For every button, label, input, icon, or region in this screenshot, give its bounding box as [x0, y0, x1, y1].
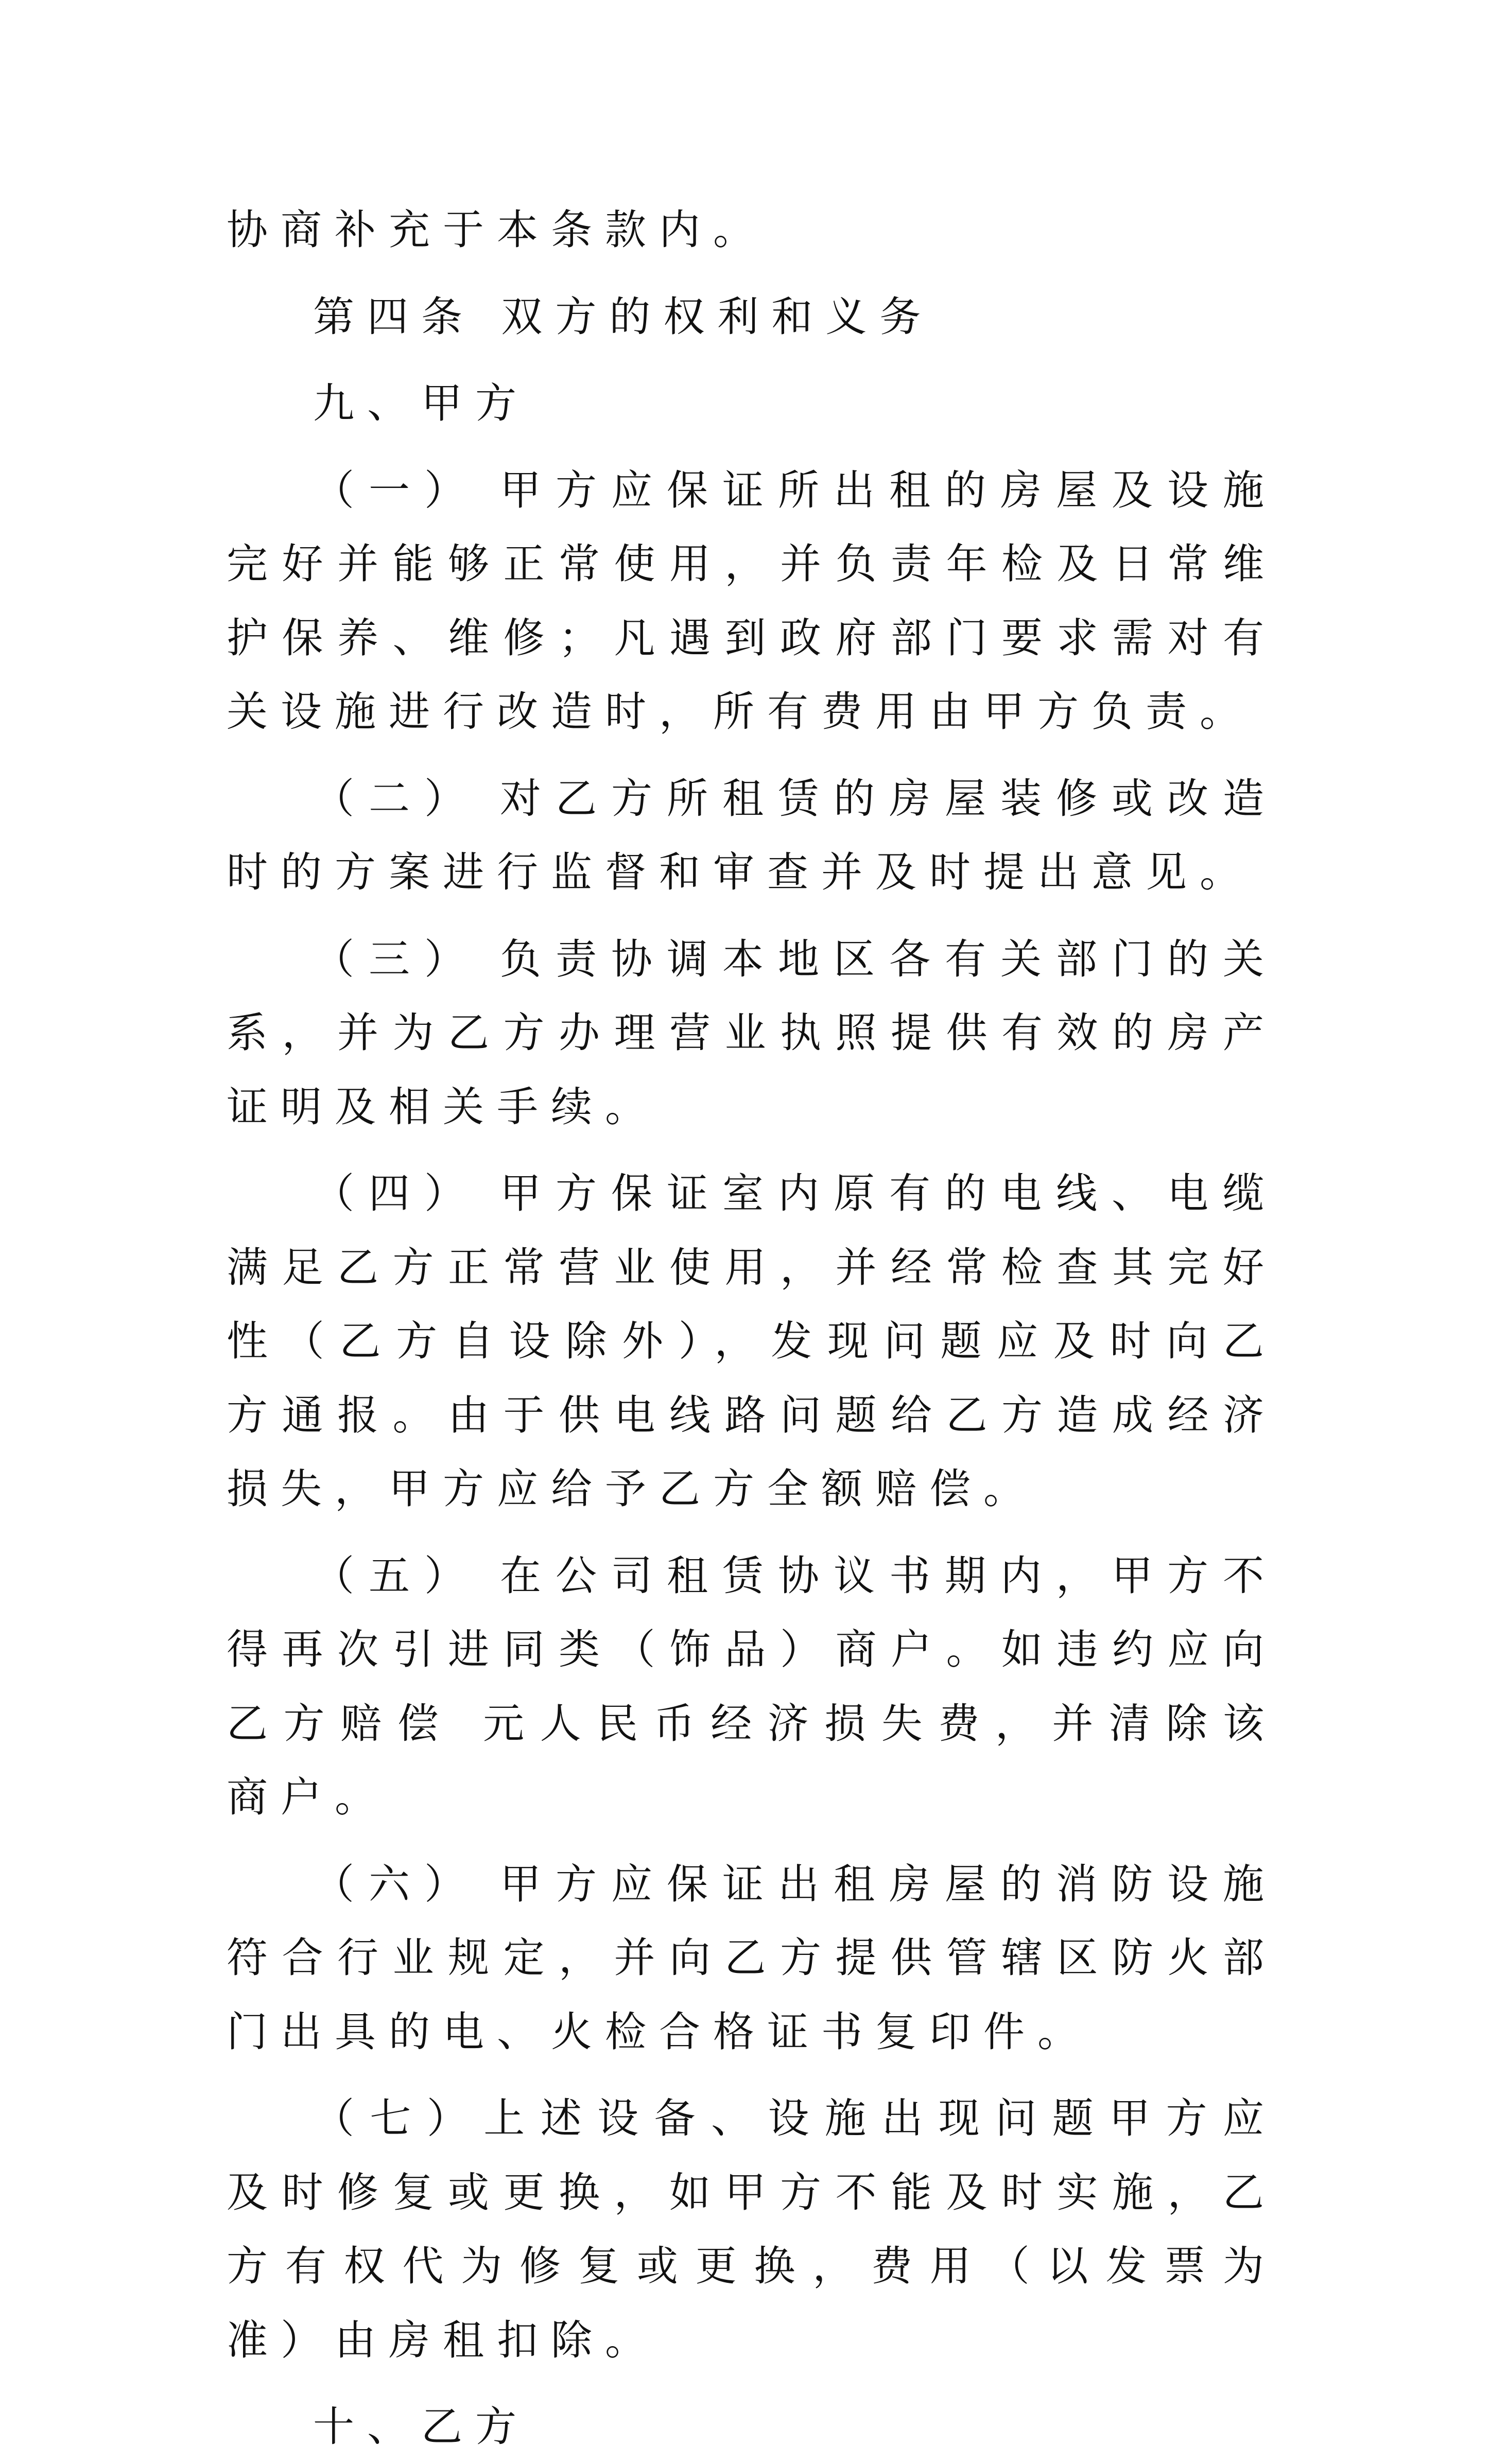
clause-number: （二） — [313, 774, 480, 823]
clause-5 — [227, 1539, 1277, 1834]
section-heading-text: 十、乙方 — [313, 2403, 529, 2451]
clause-1 — [227, 453, 1277, 749]
clause-text: 甲方应保证出租房屋的消防设施符合行业规定，并向乙方提供管辖区防火部门出具的电、火检合格证书复印件。 — [227, 1860, 1277, 2056]
clause-text: （七）上述设备、设施出现问题甲方应及时修复或更换，如甲方不能及时实施，乙方有权代为修复或更换，费用（以发票为准）由房租扣除。 — [227, 2094, 1277, 2364]
clause-text: 对乙方所租赁的房屋装修或改造时的方案进行监督和审查并及时提出意见。 — [227, 774, 1277, 896]
clause-number: （六） — [313, 1860, 480, 1908]
clause-text: 在公司租赁协议书期内，甲方不得再次引进同类（饰品）商户。如违约应向乙方赔偿 元人民币经济损失费，并清除该商户。 — [227, 1551, 1277, 1821]
clause-number: （一） — [313, 466, 480, 514]
clause-number: （四） — [313, 1169, 480, 1217]
section-heading-text: 九、甲方 — [313, 379, 529, 427]
paragraph-continuation — [227, 193, 1277, 267]
clause-4 — [227, 1157, 1277, 1526]
clause-6 — [227, 1847, 1277, 2069]
article-heading — [227, 280, 1277, 354]
clause-2 — [227, 762, 1277, 910]
clause-text: 负责协调本地区各有关部门的关系，并为乙方办理营业执照提供有效的房产证明及相关手续。 — [227, 935, 1277, 1131]
clause-number: （三） — [313, 935, 480, 983]
article-heading-text: 第四条 双方的权利和义务 — [313, 292, 934, 341]
clause-text: 甲方保证室内原有的电线、电缆满足乙方正常营业使用，并经常检查其完好性（乙方自设除外），发现问题应及时向乙方通报。由于供电线路问题给乙方造成经济损失，甲方应给予乙方全额赔偿。 — [227, 1169, 1277, 1513]
clause-7 — [227, 2082, 1277, 2377]
section-heading-party-b — [227, 2390, 1277, 2464]
clause-3 — [227, 922, 1277, 1144]
section-heading-party-a — [227, 366, 1277, 441]
clause-number: （五） — [313, 1551, 480, 1600]
clause-text: 甲方应保证所出租的房屋及设施完好并能够正常使用，并负责年检及日常维护保养、维修；凡遇到政府部门要求需对有关设施进行改造时，所有费用由甲方负责。 — [227, 466, 1277, 736]
paragraph-text: 协商补充于本条款内。 — [227, 206, 767, 254]
document-body — [227, 193, 1277, 2464]
